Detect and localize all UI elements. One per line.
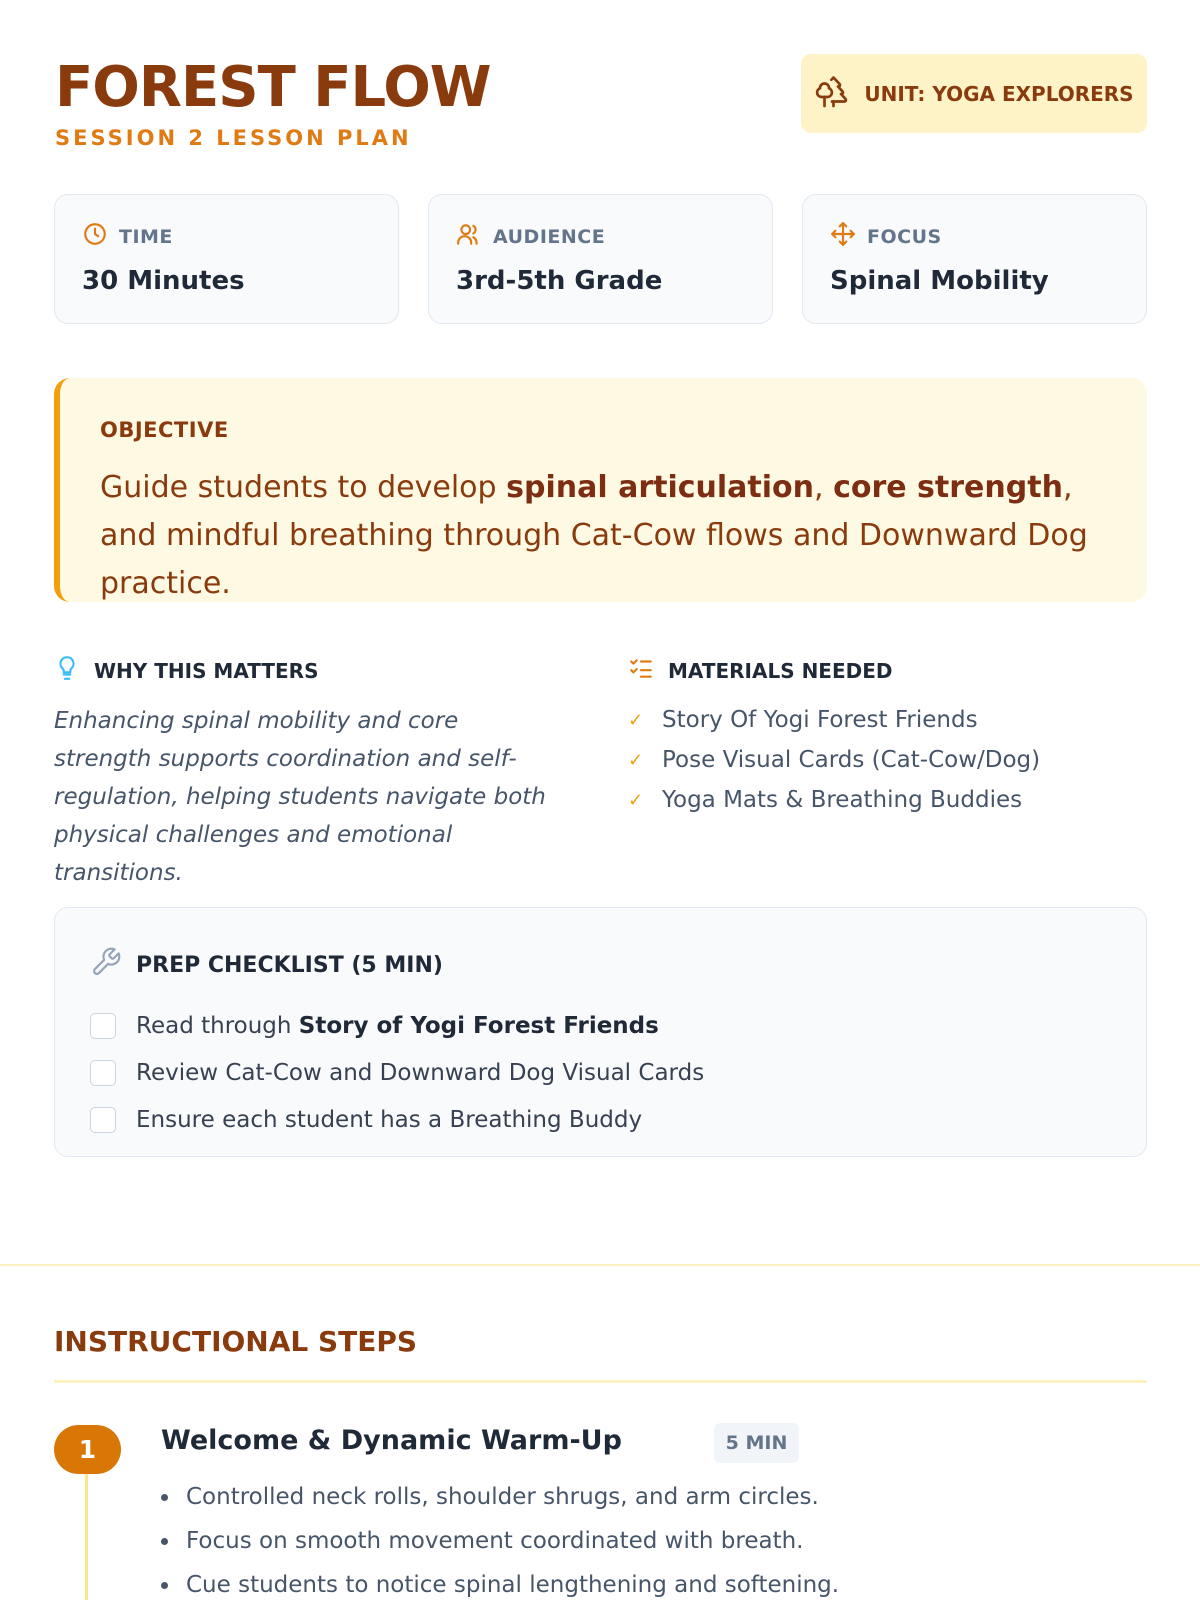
info-card-label: FOCUS xyxy=(867,225,942,248)
checkbox[interactable] xyxy=(90,1013,116,1039)
steps-section-title: INSTRUCTIONAL STEPS xyxy=(54,1325,418,1358)
info-card-label: AUDIENCE xyxy=(493,225,606,248)
why-heading: WHY THIS MATTERS xyxy=(54,655,318,686)
check-icon: ✓ xyxy=(628,789,644,811)
step-number: 1 xyxy=(54,1425,121,1474)
timeline-line xyxy=(85,1470,88,1600)
page-header xyxy=(55,55,491,150)
users-icon xyxy=(456,221,482,252)
info-card-focus xyxy=(802,194,1147,324)
checklist-item[interactable]: Ensure each student has a Breathing Buddy xyxy=(90,1096,1111,1143)
checkbox[interactable] xyxy=(90,1060,116,1086)
page-subtitle: SESSION 2 LESSON PLAN xyxy=(55,126,412,150)
list-item: Cue students to notice spinal lengthening and softening. xyxy=(161,1563,839,1600)
objective-card xyxy=(54,378,1147,602)
wrench-icon xyxy=(90,946,122,984)
materials-heading: MATERIALS NEEDED xyxy=(628,655,893,686)
unit-badge xyxy=(801,54,1147,133)
step-duration-badge: 5 MIN xyxy=(714,1423,799,1463)
move-icon xyxy=(830,221,856,252)
unit-badge-label: UNIT: YOGA EXPLORERS xyxy=(864,81,1134,106)
checklist-item[interactable]: Read through Story of Yogi Forest Friends xyxy=(90,1002,1111,1049)
objective-text: Guide students to develop spinal articulation, core strength, and mindful breathing through Cat-Cow flows and Downward Dog practice. xyxy=(100,470,1088,601)
info-card-label: TIME xyxy=(119,225,173,248)
objective-emphasis: spinal articulation xyxy=(506,470,814,505)
objective-label: OBJECTIVE xyxy=(100,418,229,442)
checklist-item[interactable]: Review Cat-Cow and Downward Dog Visual Cards xyxy=(90,1049,1111,1096)
page-title: FOREST FLOW xyxy=(55,55,491,120)
step-bullets xyxy=(161,1475,839,1600)
list-item: Focus on smooth movement coordinated with breath. xyxy=(161,1519,839,1563)
step-title: Welcome & Dynamic Warm-Up xyxy=(161,1425,622,1456)
list-item: ✓ Yoga Mats & Breathing Buddies xyxy=(628,787,1023,813)
info-card-audience xyxy=(428,194,773,324)
list-item: ✓ Pose Visual Cards (Cat-Cow/Dog) xyxy=(628,747,1041,773)
objective-emphasis: core strength xyxy=(833,470,1063,505)
prep-checklist xyxy=(54,907,1147,1157)
clock-icon xyxy=(82,221,108,252)
info-card-value: 3rd-5th Grade xyxy=(456,266,663,296)
check-icon: ✓ xyxy=(628,709,644,731)
lightbulb-icon xyxy=(54,655,80,686)
list-checks-icon xyxy=(628,655,654,686)
info-card-value: 30 Minutes xyxy=(82,266,245,296)
section-divider xyxy=(0,1264,1200,1266)
checkbox[interactable] xyxy=(90,1107,116,1133)
check-icon: ✓ xyxy=(628,749,644,771)
prep-heading: PREP CHECKLIST (5 MIN) xyxy=(90,946,1111,984)
why-text: Enhancing spinal mobility and core strength supports coordination and self-regulation, helping students navigate both physical challenges and emotional transitions. xyxy=(54,708,546,886)
section-rule xyxy=(54,1380,1147,1383)
trees-icon xyxy=(814,73,850,114)
info-card-time xyxy=(54,194,399,324)
materials-list xyxy=(628,700,1040,820)
list-item: Controlled neck rolls, shoulder shrugs, and arm circles. xyxy=(161,1475,839,1519)
info-card-value: Spinal Mobility xyxy=(830,266,1049,296)
list-item: ✓ Story Of Yogi Forest Friends xyxy=(628,707,978,733)
